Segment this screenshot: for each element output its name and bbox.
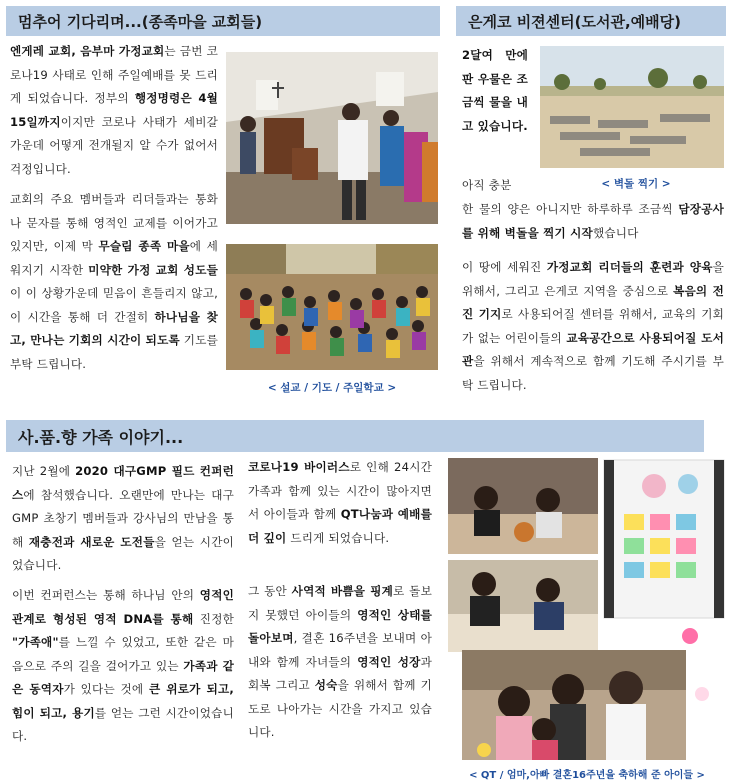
church-interior-photo [226, 52, 438, 224]
text: 를 느낄 수 있었고, 또한 같은 마음으로 주의 길을 걸어가고 있는 [12, 635, 234, 673]
text-strong: 복음의 전진 기지 [462, 283, 724, 321]
text-strong: 사역적 바쁨을 핑계 [291, 584, 394, 598]
waiting-paragraph-1 [10, 40, 218, 181]
text: 에 세워지기 시작한 [10, 239, 218, 277]
vision-photo-caption: < 벽돌 찍기 > [601, 178, 671, 190]
text-strong: 교육공간으로 사용되어질 도서관 [462, 330, 724, 368]
text-strong: 영적인 관계로 형성된 영적 DNA를 통해 [12, 588, 234, 626]
text: 가 있다는 것에 [63, 682, 149, 696]
vision-paragraph-3 [462, 256, 724, 397]
family-paragraph-3 [248, 456, 432, 550]
family-paragraph-4 [248, 580, 432, 745]
family-paragraph-1 [12, 460, 234, 578]
text: 로 사용되어질 센터를 위해서, 교육의 기회가 없는 어린이들의 [462, 307, 724, 345]
text-strong: 재충전과 새로운 도전들 [28, 534, 155, 549]
family-collage-photo [444, 454, 730, 764]
text: 을 위해서, 그리고 은게코 지역을 중심으로 [462, 260, 724, 298]
text-strong: 무슬림 종족 마을 [98, 239, 190, 253]
text-strong: "가족애" [12, 635, 59, 649]
section-header-family-story: 사.품.향 가족 이야기... [6, 420, 704, 452]
text-strong: 행정명령은 4월 15일까지 [10, 91, 218, 129]
text-strong: 큰 위로가 되고, 힘이 되고, 용기 [12, 682, 234, 720]
text: 드리게 되었습니다. [286, 530, 390, 545]
text-strong: 엔게레 교회, 음부마 가정교회 [10, 44, 165, 58]
section-header-waiting: 멈추어 기다리며...(종족마을 교회들) [6, 6, 440, 36]
text-strong: QT나눔과 예배를 더 깊이 [248, 507, 432, 545]
text: 과 회복 그리고 [248, 654, 432, 692]
text: 를 얻는 그런 시간이었습니다. [12, 705, 234, 743]
text: 이 땅에 세워진 [462, 260, 547, 274]
text-strong: 가족과 같은 동역자 [12, 658, 234, 696]
text: 한 물의 양은 아니지만 하루하루 조금씩 [462, 202, 679, 216]
waiting-paragraph-2 [10, 188, 218, 376]
text: , 결혼 16주년을 보내며 아내와 함께 자녀들의 [248, 631, 432, 669]
text: 그 동안 [248, 584, 292, 598]
text: 이 이 상황가운데 믿음이 흔들리지 않고, 이 시간을 통해 더 간절히 [10, 286, 218, 324]
text: 이지만 코로나 사태가 세비갈 가운데 어떻게 전개될지 알 수가 없어서 걱정입니다. [10, 114, 218, 176]
vision-paragraph-1 [462, 44, 528, 138]
text: 에 참석했습니다. 오랜만에 만나는 대구GMP 초창기 멤버들과 강사님의 만남을 통해 [12, 487, 234, 549]
text: 을 위해서 계속적으로 함께 기도해 주시기를 부탁 드립니다. [462, 354, 724, 392]
text: 기도를 부탁 드립니다. [10, 333, 218, 371]
text-strong: 가정교회 리더들의 훈련과 양육 [546, 260, 713, 274]
brick-making-photo [540, 46, 724, 168]
text-strong: 2020 대구GMP 필드 컨퍼런스 [12, 464, 234, 502]
text: 교회의 주요 멤버들과 리더들과는 통화나 문자를 통해 영적인 교제를 이어가고 있지만, 이제 막 [10, 192, 218, 253]
family-paragraph-2 [12, 584, 234, 749]
text: 로 인해 24시간 가족과 함께 있는 시간이 많아지면서 아이들과 함께 [248, 460, 432, 521]
text: 는 금번 코로나19 사태로 인해 주일예배를 못 드리게 되었습니다. 정부의 [10, 44, 218, 105]
text: 진정한 [193, 611, 234, 626]
text: 을 얻는 시간이었습니다. [12, 534, 234, 572]
text-strong: 코로나19 바이러스 [248, 460, 350, 474]
text: 이번 컨퍼런스는 통해 하나님 안의 [12, 588, 200, 602]
family-photo-caption: < QT / 엄마,아빠 결혼16주년을 축하해 준 아이들 > [469, 770, 705, 781]
section-header-vision-center: 은게코 비젼센터(도서관,예배당) [456, 6, 726, 36]
text-strong: 2달여 만에 판 우물은 조금씩 물을 내고 있습니다. [462, 48, 528, 133]
text-strong: 하나님을 찾고, 만나는 기회의 시간이 되도록 [10, 309, 218, 347]
children-gathering-photo [226, 244, 438, 370]
text-strong: 성숙 [314, 678, 338, 692]
text-strong: 영적인 상태를 돌아보며 [248, 607, 432, 645]
text: 지난 2월에 [12, 464, 76, 478]
text: 로 돌보지 못했던 아이들의 [248, 584, 432, 622]
waiting-photo-caption: < 설교 / 기도 / 주일학교 > [267, 382, 397, 394]
text: 을 위해서 함께 기도로 나아가는 시간을 가지고 있습니다. [248, 678, 432, 739]
text: 했습니다 [592, 225, 639, 240]
text-strong: 영적인 성장 [357, 654, 421, 669]
text-strong: 담장공사를 위해 벽돌을 찍기 시작 [462, 202, 724, 240]
vision-paragraph-2 [462, 198, 724, 245]
text-strong: 미약한 가정 교회 성도들 [88, 262, 218, 277]
vision-paragraph-2-lead: 아직 충분 [462, 178, 512, 192]
